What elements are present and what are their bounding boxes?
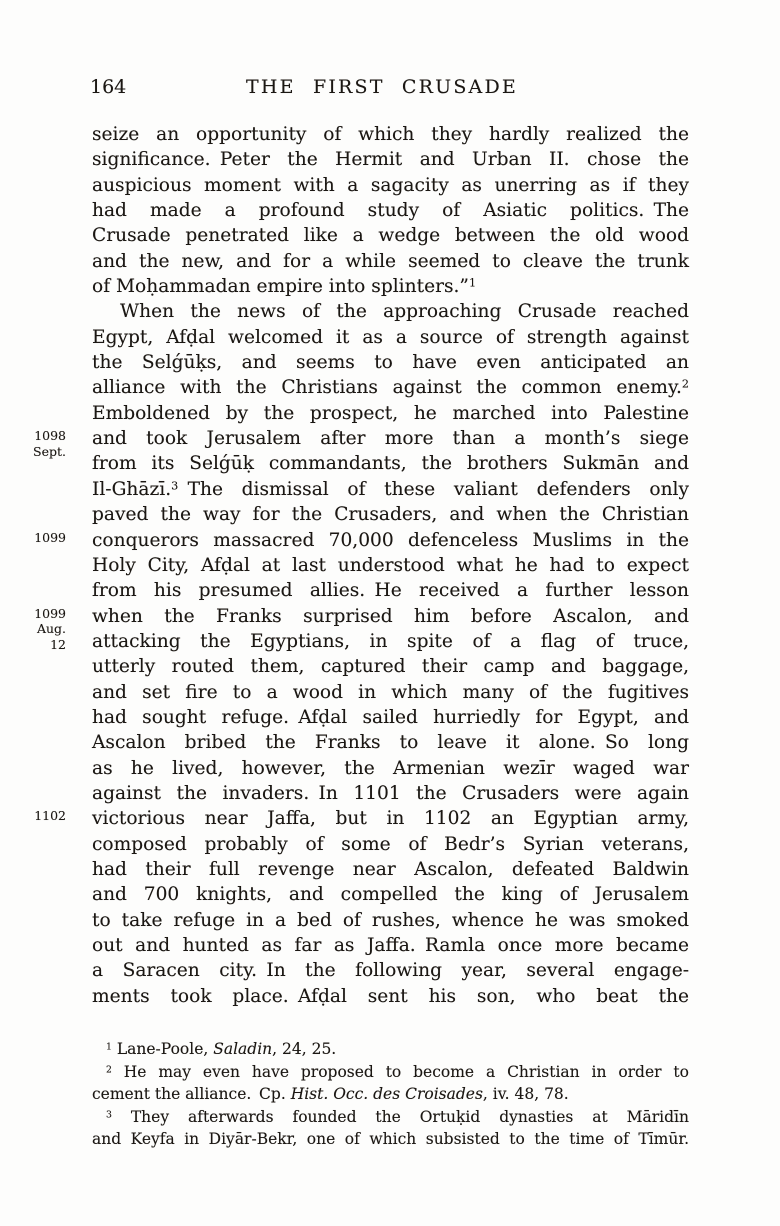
text-line: the Selǵūḳs, and seems to have even anticipated an	[92, 352, 689, 374]
text-line: auspicious moment with a sagacity as unerring as if they	[92, 174, 689, 196]
margin-date-line: Aug.	[36, 621, 66, 637]
text-line: utterly routed them, captured their camp and baggage,	[92, 656, 689, 678]
text-line: cement the alliance. Cp. Hist. Occ. des Croisades, iv. 48, 78.	[92, 1085, 569, 1103]
text-line: as he lived, however, the Armenian wezīr waged war	[92, 757, 689, 779]
margin-date	[20, 606, 66, 653]
footnote-marker: 3	[106, 1108, 112, 1120]
footnote-marker: 2	[106, 1063, 112, 1075]
text-line: and set fire to a wood in which many of the fugitives	[92, 681, 689, 703]
margin-date-line: 1099	[34, 529, 66, 545]
page-number: 164	[90, 76, 127, 98]
footnotes	[92, 1038, 689, 1151]
text-line: Emboldened by the prospect, he marched into Palestine	[92, 402, 689, 424]
margin-date-line: Sept.	[33, 443, 66, 459]
text-line: Ascalon bribed the Franks to leave it alone. So long	[92, 732, 689, 754]
text-line: seize an opportunity of which they hardly realized the	[92, 124, 689, 145]
text-line: paved the way for the Crusaders, and when the Christian	[92, 504, 689, 526]
text-line: When the news of the approaching Crusade reached	[120, 301, 689, 323]
text-line: and took Jerusalem after more than a month’s siege	[92, 428, 689, 450]
margin-date	[20, 808, 66, 824]
text-line: and the new, and for a while seemed to cleave the trunk	[92, 250, 689, 272]
running-title: THE FIRST CRUSADE	[246, 76, 518, 98]
footnote-marker: 1	[106, 1041, 112, 1053]
text-line: had sought refuge. Afḍal sailed hurriedly for Egypt, and	[92, 706, 689, 728]
text-line: from its Selǵūḳ commandants, the brothers Sukmān and	[92, 453, 689, 475]
footnote-marker: 3	[171, 479, 179, 493]
text-line: had made a profound study of Asiatic politics. The	[92, 200, 689, 222]
text-line: Egypt, Afḍal welcomed it as a source of strength against	[92, 326, 689, 348]
text-line: alliance with the Christians against the common enemy.$^2$	[92, 377, 689, 399]
footnote-marker: 2	[681, 377, 689, 391]
margin-date-line: 1102	[34, 808, 66, 824]
margin-date-line: 1098	[34, 428, 66, 444]
margin-date-line: 12	[50, 636, 66, 652]
body-text	[92, 122, 689, 1009]
italic-text: Hist. Occ. des Croisades	[290, 1085, 483, 1103]
text-line: composed probably of some of Bedr’s Syrian veterans,	[92, 833, 689, 855]
text-line: when the Franks surprised him before Ascalon, and	[92, 605, 689, 627]
text-line: ments took place. Afḍal sent his son, who beat the	[92, 985, 689, 1007]
text-line: and 700 knights, and compelled the king of Jerusalem	[92, 884, 689, 906]
text-line: attacking the Egyptians, in spite of a flag of truce,	[92, 630, 689, 652]
text-line: $^2$ He may even have proposed to become a Christian in order to	[106, 1062, 689, 1081]
margin-date-line: 1099	[34, 605, 66, 621]
text-line: against the invaders. In 1101 the Crusaders were again	[92, 782, 689, 804]
text-line: Il-Ghāzī.$^3$ The dismissal of these valiant defenders only	[92, 478, 689, 500]
text-line: significance. Peter the Hermit and Urban II. chose the	[92, 149, 689, 171]
text-line: a Saracen city. In the following year, several engage-	[92, 960, 689, 982]
footnote-marker: 1	[468, 276, 477, 290]
text-line: to take refuge in a bed of rushes, whence he was smoked	[92, 909, 689, 931]
text-line: Crusade penetrated like a wedge between the old wood	[92, 225, 689, 247]
text-line: had their full revenge near Ascalon, defeated Baldwin	[92, 858, 689, 880]
text-line: Holy City, Afḍal at last understood what he had to expect	[92, 554, 689, 576]
margin-date	[20, 530, 66, 546]
text-line: of Moḥammadan empire into splinters.”$^1$	[92, 276, 477, 298]
text-line: out and hunted as far as Jaffa. Ramla once more became	[92, 935, 689, 956]
text-line: conquerors massacred 70,000 defenceless Muslims in the	[92, 529, 689, 551]
text-line: victorious near Jaffa, but in 1102 an Egyptian army,	[92, 808, 689, 830]
margin-date	[20, 428, 66, 459]
text-line: and Keyfa in Diyār-Bekr, one of which subsisted to the time of Tīmūr.	[92, 1130, 689, 1148]
text-line: $^1$ Lane-Poole, Saladin, 24, 25.	[106, 1040, 337, 1058]
text-line: from his presumed allies. He received a further lesson	[92, 580, 689, 602]
text-line: $^3$ They afterwards founded the Ortuḳid dynasties at Māridīn	[106, 1107, 689, 1126]
italic-text: Saladin	[213, 1040, 273, 1058]
